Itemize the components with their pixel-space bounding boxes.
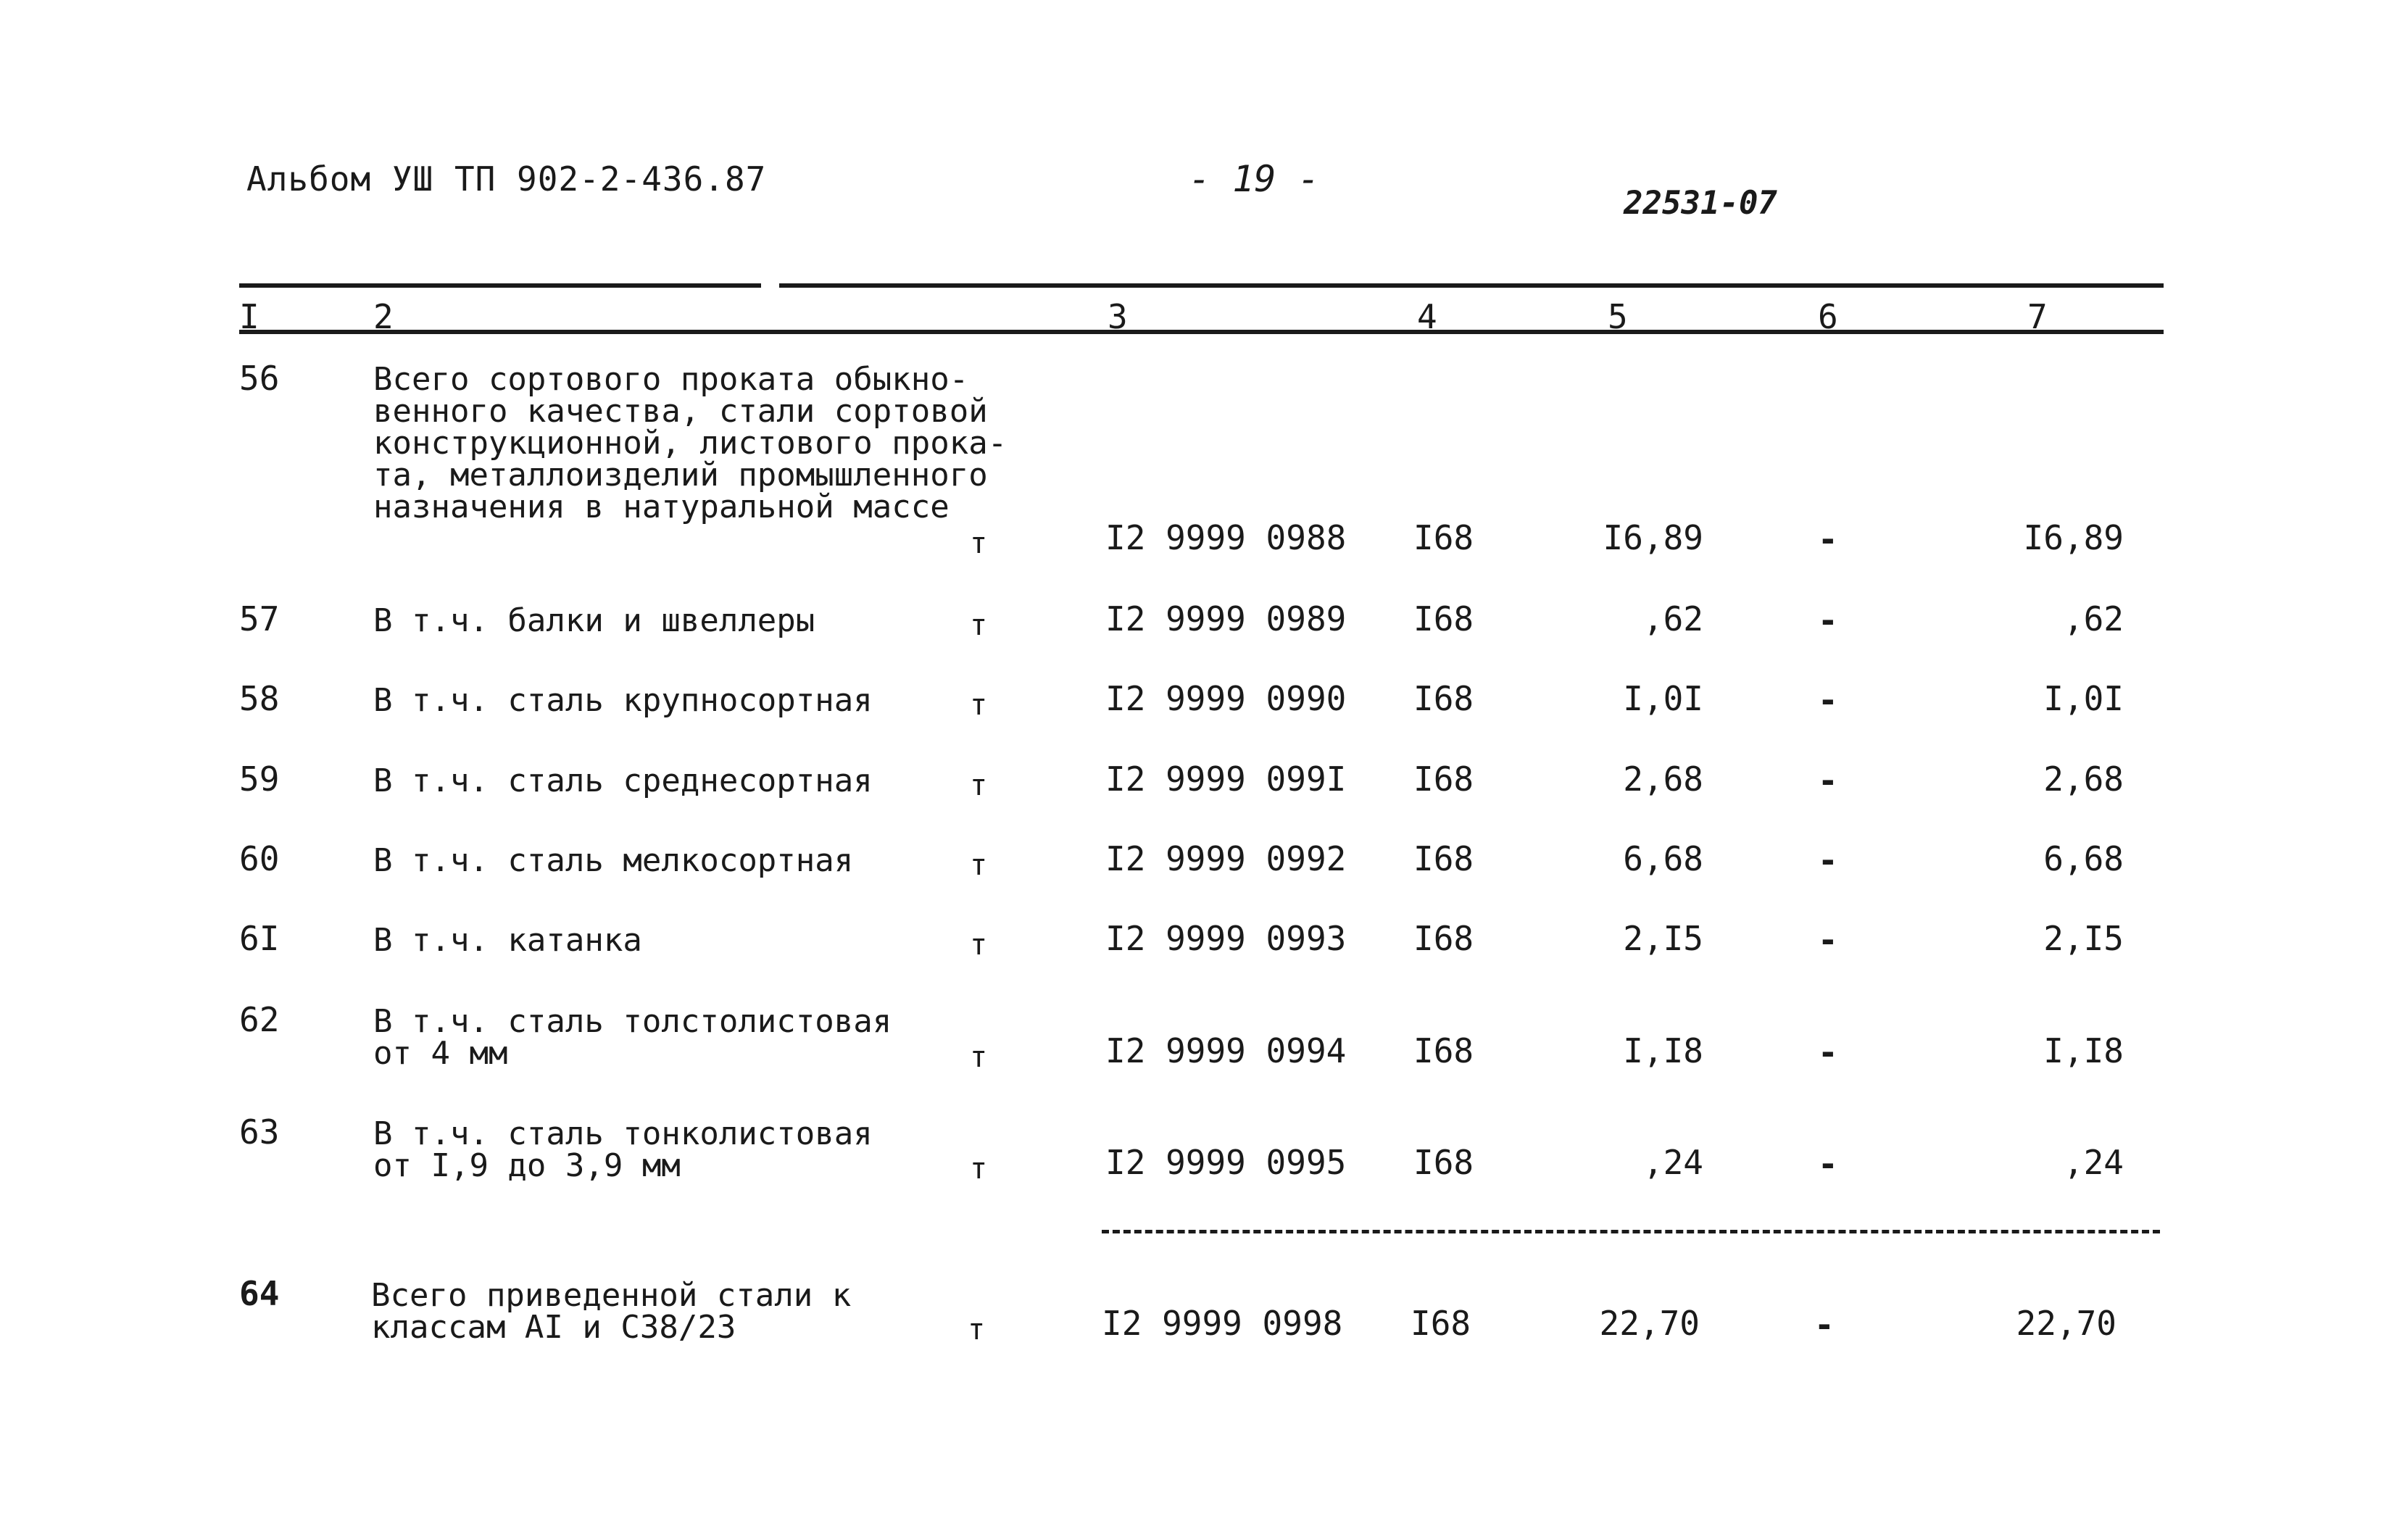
row-number: 60	[239, 839, 280, 878]
row-number: 58	[239, 679, 280, 718]
table-top-rule-right	[779, 283, 2164, 288]
row-col6: -	[1818, 520, 1838, 559]
row-description: Всего приведенной стали к классам AI и С38/23	[371, 1277, 852, 1346]
row-col5: 22,70	[1599, 1304, 1700, 1343]
table-top-rule-left	[239, 283, 761, 288]
row-code: I2 9999 0998	[1102, 1304, 1343, 1343]
row-unit: т	[970, 609, 988, 642]
row-code: I2 9999 0995	[1105, 1143, 1347, 1182]
header-bottom-rule	[239, 330, 2164, 334]
row-unit: т	[970, 688, 988, 722]
column-number-1: I	[239, 297, 259, 336]
row-unit: т	[970, 928, 988, 962]
row-unit: т	[970, 1041, 988, 1074]
album-title: Альбом УШ ТП 902-2-436.87	[246, 159, 767, 199]
column-number-6: 6	[1818, 297, 1838, 336]
row-col6: -	[1818, 841, 1838, 880]
row-unit: т	[968, 1313, 986, 1347]
row-col7: I6,89	[2023, 518, 2124, 557]
row-col4: I68	[1413, 1143, 1474, 1182]
row-col4: I68	[1413, 839, 1474, 878]
row-col6: -	[1818, 680, 1838, 720]
column-number-2: 2	[373, 297, 394, 336]
row-col7: 2,I5	[2043, 919, 2124, 958]
row-col7: 6,68	[2043, 839, 2124, 878]
row-col4: I68	[1413, 919, 1474, 958]
row-col4: I68	[1413, 679, 1474, 718]
row-number: 63	[239, 1112, 280, 1152]
row-code: I2 9999 0994	[1105, 1031, 1347, 1070]
row-col4: I68	[1413, 1031, 1474, 1070]
row-col5: ,62	[1642, 599, 1703, 638]
row-number: 62	[239, 1000, 280, 1039]
row-number: 59	[239, 759, 280, 799]
row-col4: I68	[1413, 759, 1474, 799]
row-number: 6I	[239, 919, 280, 958]
row-code: I2 9999 0992	[1105, 839, 1347, 878]
row-unit: т	[970, 527, 988, 560]
row-col7: I,0I	[2043, 679, 2124, 718]
row-col4: I68	[1413, 599, 1474, 638]
column-number-3: 3	[1108, 297, 1128, 336]
row-col5: I,0I	[1623, 679, 1703, 718]
dashed-separator	[1102, 1230, 2160, 1233]
row-col7: I,I8	[2043, 1031, 2124, 1070]
page-number: - 19 -	[1189, 158, 1320, 200]
column-number-7: 7	[2027, 297, 2048, 336]
row-number: 56	[239, 359, 280, 398]
row-code: I2 9999 0990	[1105, 679, 1347, 718]
row-code: I2 9999 0988	[1105, 518, 1347, 557]
row-col7: 2,68	[2043, 759, 2124, 799]
row-unit: т	[970, 849, 988, 882]
row-description: В т.ч. сталь крупносортная	[373, 682, 873, 719]
row-col4: I68	[1413, 518, 1474, 557]
row-col6: -	[1818, 761, 1838, 800]
row-col5: ,24	[1642, 1143, 1703, 1182]
row-description: В т.ч. катанка	[373, 922, 642, 959]
row-number: 57	[239, 599, 280, 638]
row-number: 64	[239, 1274, 280, 1313]
row-unit: т	[970, 1152, 988, 1186]
row-code: I2 9999 0993	[1105, 919, 1347, 958]
row-col6: -	[1818, 601, 1838, 640]
row-col7: ,24	[2063, 1143, 2124, 1182]
row-col5: 2,I5	[1623, 919, 1703, 958]
row-description: В т.ч. сталь тонколистовая от I,9 до 3,9 мм	[373, 1115, 873, 1184]
row-description: В т.ч. сталь мелкосортная	[373, 842, 854, 879]
column-number-5: 5	[1608, 297, 1628, 336]
document-number: 22531-07	[1624, 185, 1777, 222]
row-col6: -	[1818, 1033, 1838, 1072]
row-col5: I6,89	[1603, 518, 1703, 557]
column-number-4: 4	[1417, 297, 1437, 336]
row-col7: 22,70	[2016, 1304, 2116, 1343]
row-unit: т	[970, 769, 988, 802]
row-col6: -	[1818, 1144, 1838, 1183]
row-col6: -	[1814, 1305, 1835, 1344]
row-code: I2 9999 099I	[1105, 759, 1347, 799]
row-description: Всего сортового проката обыкно- венного качества, стали сортовой конструкционной, листового прока- та, металлоизделий промышленного назначения в натуральной массе	[373, 361, 1008, 525]
row-col5: I,I8	[1623, 1031, 1703, 1070]
row-description: В т.ч. сталь толстолистовая от 4 мм	[373, 1003, 892, 1072]
row-col4: I68	[1411, 1304, 1471, 1343]
row-col7: ,62	[2063, 599, 2124, 638]
row-col5: 2,68	[1623, 759, 1703, 799]
row-code: I2 9999 0989	[1105, 599, 1347, 638]
row-col5: 6,68	[1623, 839, 1703, 878]
row-col6: -	[1818, 920, 1838, 960]
row-description: В т.ч. сталь среднесортная	[373, 762, 873, 799]
row-description: В т.ч. балки и швеллеры	[373, 602, 815, 639]
